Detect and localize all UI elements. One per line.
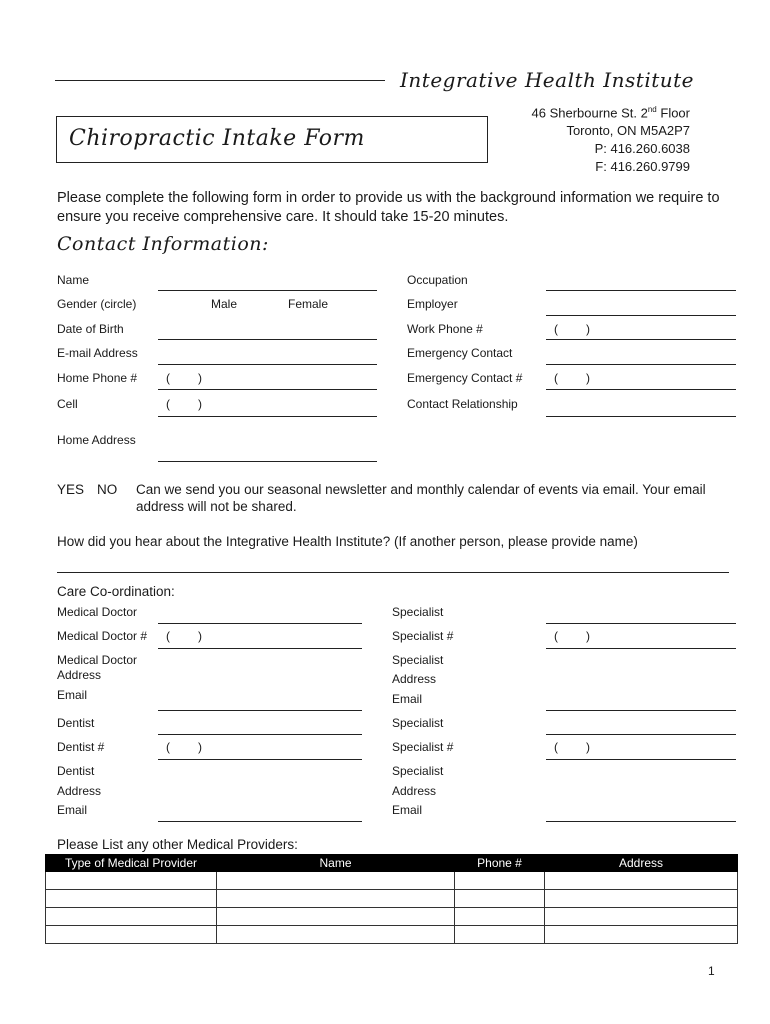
name-field[interactable] (158, 290, 377, 291)
contact-relationship-label: Contact Relationship (407, 397, 518, 411)
specialist-area-code: ( ) (554, 629, 590, 643)
cell-label: Cell (57, 397, 78, 411)
table-cell[interactable] (217, 926, 455, 944)
table-cell[interactable] (46, 908, 217, 926)
gender-female-option[interactable]: Female (288, 297, 329, 311)
newsletter-yes-option[interactable]: YES (57, 482, 85, 497)
table-cell[interactable] (545, 890, 738, 908)
intro-text: Please complete the following form in order to provide us with the background information we require to ensure you receive comprehensive care. It should take 15-20 minutes. (57, 190, 720, 225)
specialist-2-field[interactable] (546, 734, 736, 735)
form-title-box (56, 116, 488, 163)
dentist-field[interactable] (158, 734, 362, 735)
emergency-contact-area-code: ( ) (554, 371, 590, 385)
specialist-2-area-code: ( ) (554, 740, 590, 754)
table-cell[interactable] (46, 872, 217, 890)
contact-heading: Contact Information: (57, 233, 269, 255)
specialist-label: Specialist (392, 605, 444, 619)
table-cell[interactable] (46, 926, 217, 944)
table-cell[interactable] (545, 926, 738, 944)
employer-label: Employer (407, 297, 458, 311)
gender-label: Gender (circle) (57, 297, 137, 311)
referral-field[interactable] (57, 572, 729, 573)
table-cell[interactable] (217, 890, 455, 908)
specialist-2-address-label-2: Address (392, 784, 437, 798)
specialist-address-label-1: Specialist (392, 653, 444, 667)
header-rule (55, 80, 385, 81)
address-line2: Toronto, ON M5A2P7 (566, 123, 690, 139)
home-phone-area-code: ( ) (166, 371, 202, 385)
cell-field[interactable] (158, 416, 377, 417)
dentist-area-code: ( ) (166, 740, 202, 754)
table-cell[interactable] (217, 872, 455, 890)
providers-heading: Please List any other Medical Providers: (57, 837, 298, 852)
specialist-email-label: Email (392, 692, 423, 706)
specialist-2-num-label: Specialist # (392, 740, 454, 754)
referral-question: How did you hear about the Integrative Health Institute? (If another person, please provide name) (57, 534, 638, 549)
specialist-address-field[interactable] (546, 710, 736, 711)
email-field[interactable] (158, 364, 377, 365)
medical-doctor-email-label: Email (57, 688, 88, 702)
work-phone-field[interactable] (546, 339, 736, 340)
occupation-field[interactable] (546, 290, 736, 291)
emergency-contact-num-label: Emergency Contact # (407, 371, 523, 385)
table-row (46, 872, 738, 890)
table-cell[interactable] (545, 908, 738, 926)
specialist-2-label: Specialist (392, 716, 444, 730)
table-cell[interactable] (455, 908, 545, 926)
gender-male-option[interactable]: Male (211, 297, 238, 311)
specialist-2-email-label: Email (392, 803, 423, 817)
home-phone-field[interactable] (158, 389, 377, 390)
table-cell[interactable] (217, 908, 455, 926)
emergency-contact-field[interactable] (546, 364, 736, 365)
specialist-2-address-field[interactable] (546, 821, 736, 822)
fax-number: F: 416.260.9799 (595, 159, 690, 175)
specialist-2-num-field[interactable] (546, 759, 736, 760)
providers-header-row (46, 855, 738, 872)
dentist-num-field[interactable] (158, 759, 362, 760)
providers-table (45, 854, 738, 944)
email-label: E-mail Address (57, 346, 138, 360)
specialist-field[interactable] (546, 623, 736, 624)
contact-relationship-field[interactable] (546, 416, 736, 417)
dentist-address-field[interactable] (158, 821, 362, 822)
table-row (46, 926, 738, 944)
medical-doctor-num-field[interactable] (158, 648, 362, 649)
address-line1: 46 Sherbourne St. 2nd Floor (531, 105, 690, 121)
dentist-address-label-2: Address (57, 784, 102, 798)
newsletter-no-option[interactable]: NO (97, 482, 118, 497)
table-cell[interactable] (46, 890, 217, 908)
dentist-num-label: Dentist # (57, 740, 105, 754)
medical-doctor-area-code: ( ) (166, 629, 202, 643)
institute-name: Integrative Health Institute (400, 68, 695, 92)
newsletter-question-line2: address will not be shared. (136, 499, 297, 514)
dob-label: Date of Birth (57, 322, 124, 336)
column-header: Name (217, 855, 455, 872)
column-header: Address (545, 855, 738, 872)
dob-field[interactable] (158, 339, 377, 340)
specialist-2-address-label-1: Specialist (392, 764, 444, 778)
phone-number: P: 416.260.6038 (594, 141, 690, 157)
specialist-num-field[interactable] (546, 648, 736, 649)
column-header: Phone # (455, 855, 545, 872)
medical-doctor-address-field[interactable] (158, 710, 362, 711)
table-cell[interactable] (545, 872, 738, 890)
medical-doctor-address-label-2: Address (57, 668, 102, 682)
emergency-contact-num-field[interactable] (546, 389, 736, 390)
cell-area-code: ( ) (166, 397, 202, 411)
medical-doctor-address-label-1: Medical Doctor (57, 653, 138, 667)
name-label: Name (57, 273, 90, 287)
emergency-contact-label: Emergency Contact (407, 346, 513, 360)
occupation-label: Occupation (407, 273, 468, 287)
home-address-field[interactable] (158, 461, 377, 462)
table-cell[interactable] (455, 926, 545, 944)
address-block (532, 101, 691, 176)
newsletter-question-line1: Can we send you our seasonal newsletter and monthly calendar of events via email. Your email (136, 482, 706, 497)
table-row (46, 890, 738, 908)
dentist-label: Dentist (57, 716, 95, 730)
medical-doctor-label: Medical Doctor (57, 605, 138, 619)
medical-doctor-field[interactable] (158, 623, 362, 624)
medical-doctor-num-label: Medical Doctor # (57, 629, 148, 643)
dentist-email-label: Email (57, 803, 88, 817)
form-title: Chiropractic Intake Form (69, 126, 365, 151)
work-phone-area-code: ( ) (554, 322, 590, 336)
column-header: Type of Medical Provider (46, 855, 217, 872)
specialist-address-label-2: Address (392, 672, 437, 686)
home-address-label: Home Address (57, 433, 136, 447)
table-cell[interactable] (455, 890, 545, 908)
dentist-address-label-1: Dentist (57, 764, 95, 778)
table-cell[interactable] (455, 872, 545, 890)
work-phone-label: Work Phone # (407, 322, 483, 336)
home-phone-label: Home Phone # (57, 371, 138, 385)
care-heading: Care Co-ordination: (57, 584, 175, 599)
page-number: 1 (708, 964, 715, 978)
specialist-num-label: Specialist # (392, 629, 454, 643)
table-row (46, 908, 738, 926)
employer-field[interactable] (546, 315, 736, 316)
